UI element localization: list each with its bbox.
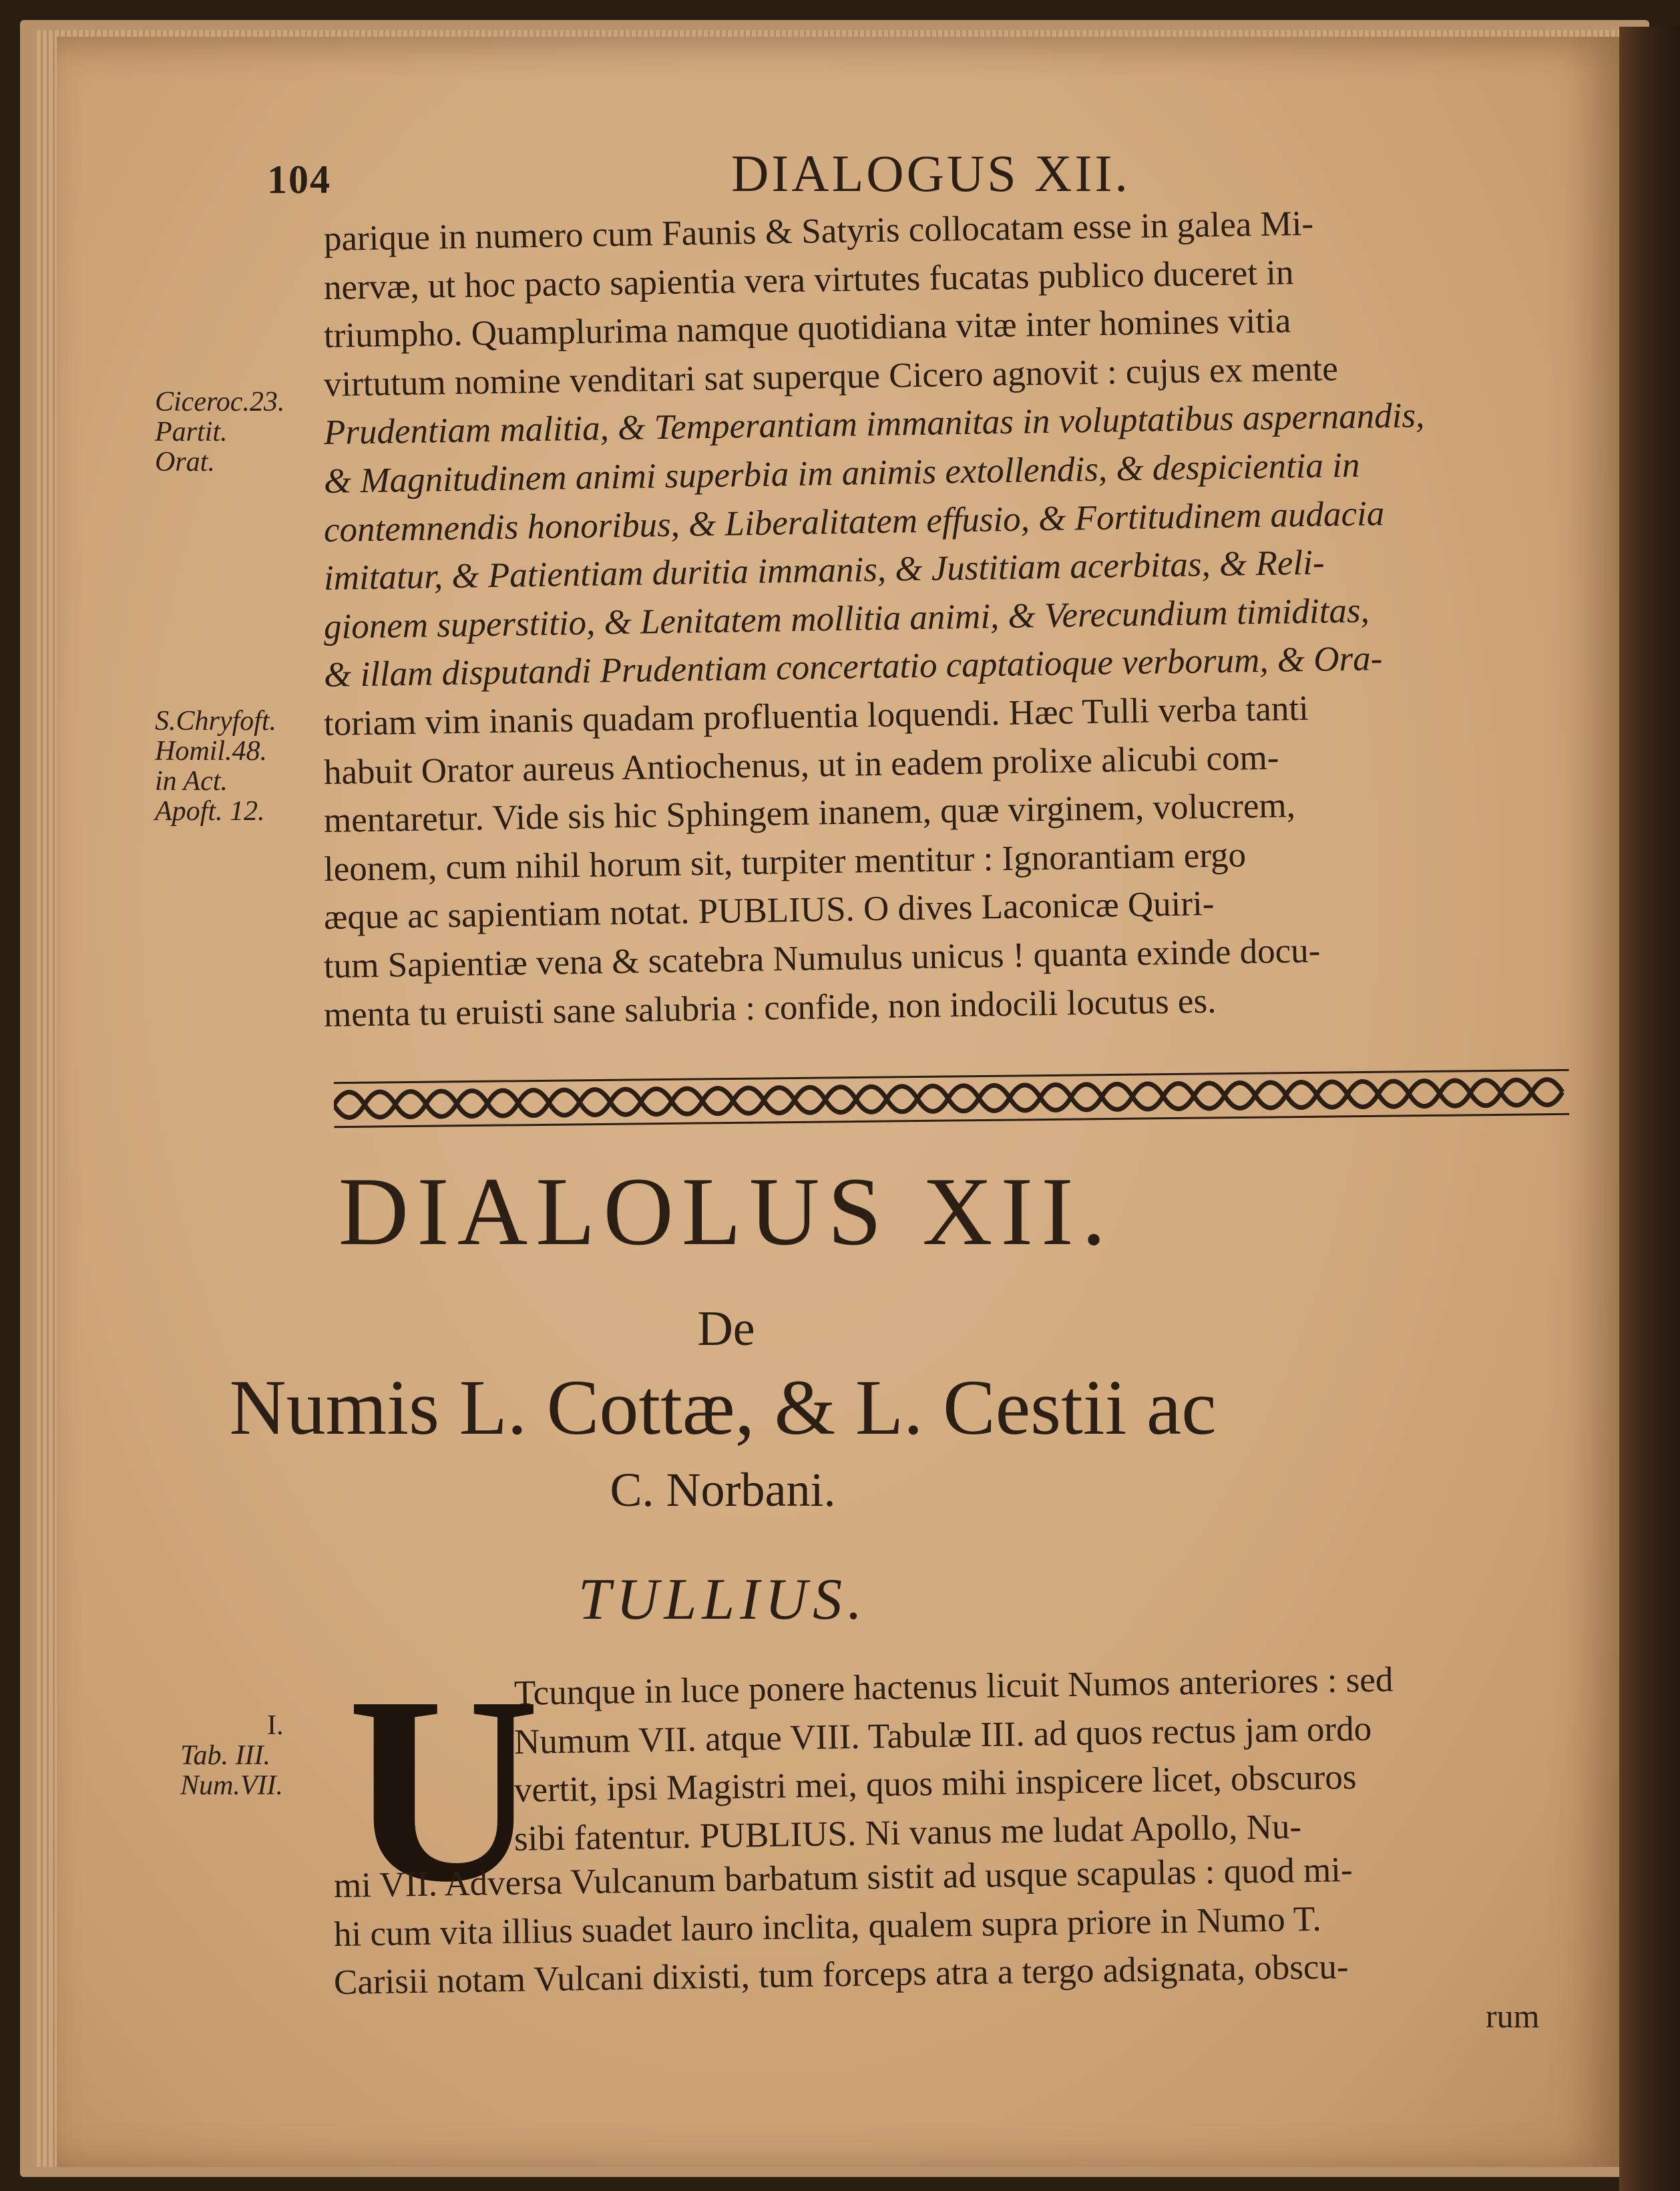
section-line: Tcunque in luce ponere hactenus licuit Numos anteriores : sed [513,1660,1394,1713]
body-line: menta tu eruisti sane salubria : confide, non indocili locutus es. [323,981,1217,1034]
body-line: mentaretur. Vide sis hic Sphingem inanem, quæ virginem, volucrem, [323,786,1296,841]
section-text-beside-cap [513,1660,1583,1863]
body-line: æque ac sapientiam notat. PUBLIUS. O dives Laconicæ Quiri- [323,884,1215,938]
section-line: vertit, ipsi Magistri mei, quos mihi inspicere licet, obscuros [513,1758,1357,1810]
margin-note-line: in Act. [155,766,228,797]
body-line: & illam disputandi Prudentiam concertatio captatioque verborum, & Ora- [323,639,1383,695]
chapter-de: De [697,1302,755,1356]
margin-note-line: Partit. [155,417,228,447]
body-line: triumpho. Quamplurima namque quotidiana vitæ inter homines vitia [323,301,1291,356]
body-line: tum Sapientiæ vena & scatebra Numulus unicus ! quanta exinde docu- [323,931,1321,986]
body-line: gionem superstitio, & Lenitatem mollitia animi, & Verecundium timiditas, [323,591,1370,646]
margin-note-cicero [155,387,329,477]
section-line: Numum VII. atque VIII. Tabulæ III. ad quos rectus jam ordo [513,1709,1372,1762]
margin-note-line: Homil.48. [155,736,267,767]
margin-note-chrysostom [155,707,329,827]
running-title: DIALOGUS XII. [731,144,1130,202]
margin-note-line: Tab. III. [180,1740,270,1771]
margin-note-line: Num.VII. [180,1770,283,1801]
catchword: rum [1486,1997,1540,2035]
body-line: imitatur, & Patientiam duritia immanis, & Justitiam acerbitas, & Reli- [323,543,1325,598]
margin-note-line: S.Chryfoft. [155,706,277,737]
margin-note-line: Orat. [155,447,215,477]
section-line: Carisii notam Vulcani dixisti, tum forceps atra a tergo adsignata, obscu- [333,1947,1349,2003]
margin-note-tab [180,1711,354,1801]
section-line: hi cum vita illius suadet lauro inclita, qualem supra priore in Numo T. [333,1899,1322,1954]
section-line: sibi fatentur. PUBLIUS. Ni vanus me ludat Apollo, Nu- [513,1807,1302,1858]
body-line: virtutum nomine venditari sat superque Cicero agnovit : cujus ex mente [323,349,1339,404]
drop-cap: U [347,1641,540,1937]
book-gutter [1619,27,1680,2191]
body-line: habuit Orator aureus Antiochenus, ut in eadem prolixe alicubi com- [323,738,1279,792]
running-head [0,144,1680,204]
body-line: leonem, cum nihil horum sit, turpiter mentitur : Ignorantiam ergo [323,835,1247,889]
section-line: mi VII. Adversa Vulcanum barbatum sistit ad usque scapulas : quod mi- [333,1850,1353,1905]
margin-note-line: Ciceroc.23. [155,387,285,417]
chapter-title: DIALOLUS XII. [338,1157,1114,1265]
body-line: contemnendis honoribus, & Liberalitatem effusio, & Fortitudinem audacia [323,493,1385,550]
chapter-subject-2: C. Norbani. [610,1463,836,1517]
chapter-subject: Numis L. Cottæ, & L. Cestii ac [229,1364,1217,1451]
speaker-name: TULLIUS. [578,1567,868,1632]
page-number: 104 [267,158,331,202]
body-line: toriam vim inanis quadam profluentia loquendi. Hæc Tulli verba tanti [323,688,1309,743]
body-line: parique in numero cum Faunis & Satyris collocatam esse in galea Mi- [323,204,1314,258]
margin-note-line: I. [267,1710,284,1741]
section-text [333,1850,1583,2007]
body-line: & Magnitudinem animi superbia im animis extollendis, & despicientia in [323,445,1360,501]
margin-note-line: Apoft. 12. [155,796,265,827]
body-line: nervæ, ut hoc pacto sapientia vera virtutes fucatas publico duceret in [323,252,1294,307]
body-text [323,204,1579,1039]
body-line: Prudentiam malitia, & Temperantiam immanitas in voluptatibus aspernandis, [323,396,1425,453]
